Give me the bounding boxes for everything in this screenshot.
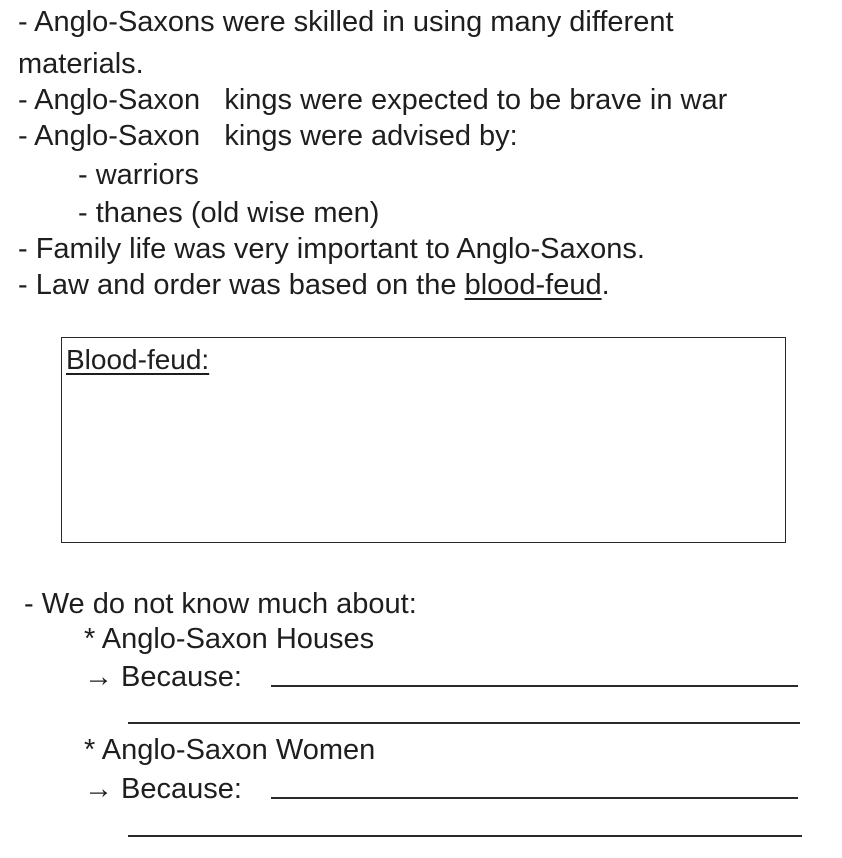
note-law-order	[18, 268, 610, 302]
note-materials-cont: materials.	[18, 48, 144, 80]
because-women-label: → Because:	[84, 773, 242, 805]
because-houses-label: → Because:	[84, 661, 242, 693]
blood-feud-box-label: Blood-feud:	[66, 344, 210, 375]
law-prefix: - Law and order was based on the	[18, 269, 465, 301]
note-skilled-materials: - Anglo-Saxons were skilled in using many different	[18, 6, 674, 38]
because-houses-blank-1[interactable]	[271, 685, 798, 687]
note-kings-brave: - Anglo-Saxon kings were expected to be brave in war	[18, 84, 728, 116]
because-women-blank-2[interactable]	[128, 835, 802, 837]
note-advisor-warriors: - warriors	[78, 159, 199, 191]
topic-houses: * Anglo-Saxon Houses	[84, 623, 375, 655]
because-women-blank-1[interactable]	[271, 797, 798, 799]
because-houses-blank-2[interactable]	[128, 722, 800, 724]
unknowns-intro: - We do not know much about:	[24, 588, 417, 620]
law-suffix: .	[601, 269, 610, 301]
note-family-life: - Family life was very important to Anglo-Saxons.	[18, 233, 645, 265]
topic-women: * Anglo-Saxon Women	[84, 734, 376, 766]
note-kings-advised: - Anglo-Saxon kings were advised by:	[18, 120, 518, 152]
blood-feud-definition-box[interactable]	[61, 337, 786, 543]
note-advisor-thanes: - thanes (old wise men)	[78, 197, 380, 229]
blood-feud-term: blood-feud	[464, 269, 602, 301]
